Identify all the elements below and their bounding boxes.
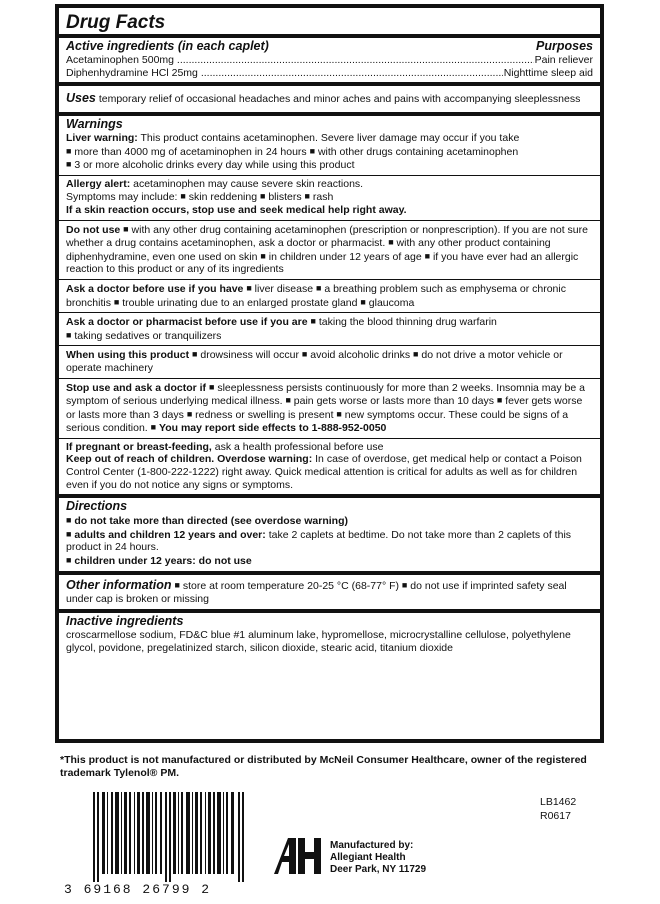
ingredient-row (66, 67, 593, 80)
do-not-use-section: Do not use ■ with any other drug containing acetaminophen (prescription or nonprescription). If you are not sure whether a drug contains acetaminophen, ask a doctor or pharmacist. ■ with any other product containing diphenhydramine, even one used on skin ■ in children under 12 years of age ■ if you have ever had an allergic reaction to this product or any of its ingredients (66, 223, 588, 276)
do-not-use-bullet: with any other drug containing acetaminophen (prescription or nonprescription). (131, 223, 501, 236)
directions-section: Directions ■ do not take more than directed (see overdose warning) ■ adults and children 12 years and over: take 2 caplets at bedtime. Do not take more than 2 caplets of this product in 24 hours. ■ children under 12 years: do not use (66, 498, 593, 570)
ask-pharmacist-section: Ask a doctor or pharmacist before use if you are ■ taking the blood thinning drug warfarin ■ taking sedatives or tranquilizers (66, 316, 497, 342)
ingredient-purpose: Nighttime sleep aid (503, 66, 593, 79)
ask-doctor-bullet: trouble urinating due to an enlarged prostate gland (122, 296, 358, 309)
allergy-label: Allergy alert: (66, 177, 131, 190)
uses-text: temporary relief of occasional headaches and minor aches and pains with accompanying sleeplessness (98, 93, 581, 105)
stop-use-bullet: redness or swelling is present (195, 408, 334, 421)
stop-use-bullet: pain gets worse or lasts more than 10 days (293, 395, 494, 408)
when-using-section: When using this product ■ drowsiness will occur ■ avoid alcoholic drinks ■ do not drive a motor vehicle or operate machinery (66, 349, 563, 374)
symptoms-label: Symptoms may include: (66, 191, 178, 204)
manufacturer-address: Deer Park, NY 11729 (330, 864, 427, 875)
liver-bullet: with other drugs containing acetaminophen (317, 145, 519, 158)
ask-doctor-section: Ask a doctor before use if you have ■ liver disease ■ a breathing problem such as emphysema or chronic bronchitis ■ trouble urinating due to an enlarged prostate gland ■ glaucoma (66, 282, 566, 309)
keep-out-label: Keep out of reach of children. Overdose warning: (66, 453, 313, 466)
liver-warning-label: Liver warning: (66, 132, 138, 144)
trademark-footnote: *This product is not manufactured or distributed by McNeil Consumer Healthcare, owner of the registered trademark Tylenol® PM. (60, 754, 587, 779)
warnings-heading: Warnings (66, 117, 123, 131)
other-info-bullet: do not use if imprinted safety seal under cap is broken or missing (66, 579, 567, 605)
skin-reaction-stop: If a skin reaction occurs, stop use and seek medical help right away. (66, 203, 407, 216)
keep-out-text: In case of overdose, get medical help or contact a Poison Control Center (1-800-222-1222) right away. Quick medical attention is critical for adults as well as for children even if you do not notice any signs or symptoms. (66, 453, 582, 491)
uses-section (66, 86, 593, 112)
pregnancy-section (66, 439, 593, 494)
ask-doctor-bullet: glaucoma (368, 296, 415, 309)
stop-use-label: Stop use and ask a doctor if (66, 381, 207, 394)
inactive-text: croscarmellose sodium, FD&C blue #1 aluminum lake, hypromellose, microcrystalline cellulose, polyethylene glycol, povidone, pregelatinized starch, silicon dioxide, stearic acid, titanium dioxide (66, 629, 571, 654)
do-not-use-text: If you are not sure whether a drug contains acetaminophen, ask a doctor or pharmacist. (66, 223, 588, 250)
stop-use-bullet: fever gets worse or lasts more than 3 days (66, 395, 583, 421)
ask-doctor-label: Ask a doctor before use if you have (66, 282, 244, 295)
drug-facts-title: Drug Facts (66, 12, 166, 33)
active-ingredients-heading: Active ingredients (in each caplet) (66, 39, 269, 53)
stop-use-bullet: new symptoms occur. These could be signs of a serious condition. (66, 408, 569, 435)
when-using-bullet: do not drive a motor vehicle or operate machinery (66, 349, 563, 374)
liver-bullet: 3 or more alcoholic drinks every day while using this product (74, 159, 355, 172)
barcode (93, 792, 245, 882)
ask-pharmacist-label: Ask a doctor or pharmacist before use if you are (66, 316, 308, 329)
directions-adults-label: adults and children 12 years and over: (74, 528, 266, 541)
other-info-section: Other information ■ store at room temperature 20-25 °C (68-77° F) ■ do not use if imprinted safety seal under cap is broken or missing (66, 577, 567, 605)
pregnancy-text: ask a health professional before use (214, 440, 384, 453)
directions-bullet: do not take more than directed (see overdose warning) (74, 515, 349, 528)
do-not-use-bullet: in children under 12 years of age (268, 250, 422, 263)
ask-doctor-bullet: a breathing problem such as emphysema or chronic bronchitis (66, 282, 566, 309)
ingredient-row (66, 54, 593, 67)
liver-bullet: more than 4000 mg of acetaminophen in 24 hours (74, 145, 307, 158)
ingredient-name: Acetaminophen 500mg ..... (66, 54, 534, 67)
active-ingredients-section (66, 38, 593, 82)
symptom: skin reddening (188, 191, 258, 204)
allergy-text: acetaminophen may cause severe skin reactions. (133, 177, 364, 190)
lot-code: LB1462 (540, 796, 577, 808)
lot-code: R0617 (540, 810, 571, 822)
symptom: rash (312, 191, 334, 204)
ask-pharmacist-bullet: taking the blood thinning drug warfarin (318, 316, 497, 329)
ask-pharmacist-bullet: taking sedatives or tranquilizers (74, 329, 222, 342)
other-info-heading: Other information (66, 577, 172, 592)
other-info-bullet: store at room temperature 20-25 °C (68-77° F) (182, 579, 399, 592)
symptom: blisters (268, 191, 302, 204)
when-using-label: When using this product (66, 349, 190, 362)
report-side-effects: You may report side effects to 1-888-952-0050 (159, 422, 387, 435)
manufacturer-name: Allegiant Health (330, 852, 406, 863)
directions-heading: Directions (66, 499, 128, 514)
uses-heading: Uses (66, 91, 96, 105)
ask-doctor-bullet: liver disease (254, 282, 314, 295)
allegiant-logo (270, 836, 324, 876)
ingredient-name: Diphenhydramine HCl 25mg ..... (66, 67, 503, 80)
pregnancy-label: If pregnant or breast-feeding, (66, 440, 212, 453)
purposes-heading: Purposes (536, 39, 593, 53)
directions-bullet: children under 12 years: do not use (74, 555, 252, 568)
do-not-use-label: Do not use (66, 223, 121, 236)
barcode-digits: 3 69168 26799 2 (64, 882, 212, 897)
liver-warning-text: This product contains acetaminophen. Severe liver damage may occur if you take (140, 132, 520, 144)
ingredient-purpose: Pain reliever (534, 54, 593, 66)
do-not-use-bullet: if you have ever had an allergic reaction to this product or any of its ingredients (66, 250, 579, 276)
warnings-liver-section: Warnings Liver warning: This product contains acetaminophen. Severe liver damage may occur if you take ■ more than 4000 mg of acetaminophen in 24 hours ■ with other drugs containing acetaminophen ■ 3 or more alcoholic drinks every day while using this product (66, 116, 593, 175)
stop-use-section: Stop use and ask a doctor if ■ sleeplessness persists continuously for more than 2 weeks. Insomnia may be a symptom of serious underlying medical illness. ■ pain gets worse or lasts more than 10 days ■ fever gets worse or lasts more than 3 days ■ redness or swelling is present ■ new symptoms occur. These could be signs of a serious condition. ■ You may report side effects to 1-888-952-0050 (66, 381, 585, 435)
stop-use-bullet: sleeplessness persists continuously for more than 2 weeks. Insomnia may be a symptom of serious underlying medical illness. (66, 381, 585, 408)
when-using-bullet: avoid alcoholic drinks (310, 349, 411, 362)
allergy-section: Allergy alert: acetaminophen may cause severe skin reactions. Symptoms may include: ■ skin reddening ■ blisters ■ rash If a skin reaction occurs, stop use and seek medical help right away. (66, 177, 407, 216)
manufacturer-line: Manufactured by: (330, 840, 414, 851)
inactive-heading: Inactive ingredients (66, 614, 184, 629)
do-not-use-bullet: with any other product containing diphenhydramine, even one used on skin (66, 237, 551, 263)
manufacturer-info (330, 840, 426, 876)
when-using-bullet: drowsiness will occur (200, 349, 299, 362)
lot-codes (540, 795, 576, 823)
directions-adults-text: take 2 caplets at bedtime. Do not take more than 2 caplets of this product in 24 hours. (66, 528, 572, 554)
drug-facts-panel (55, 4, 604, 743)
inactive-section (66, 613, 593, 657)
